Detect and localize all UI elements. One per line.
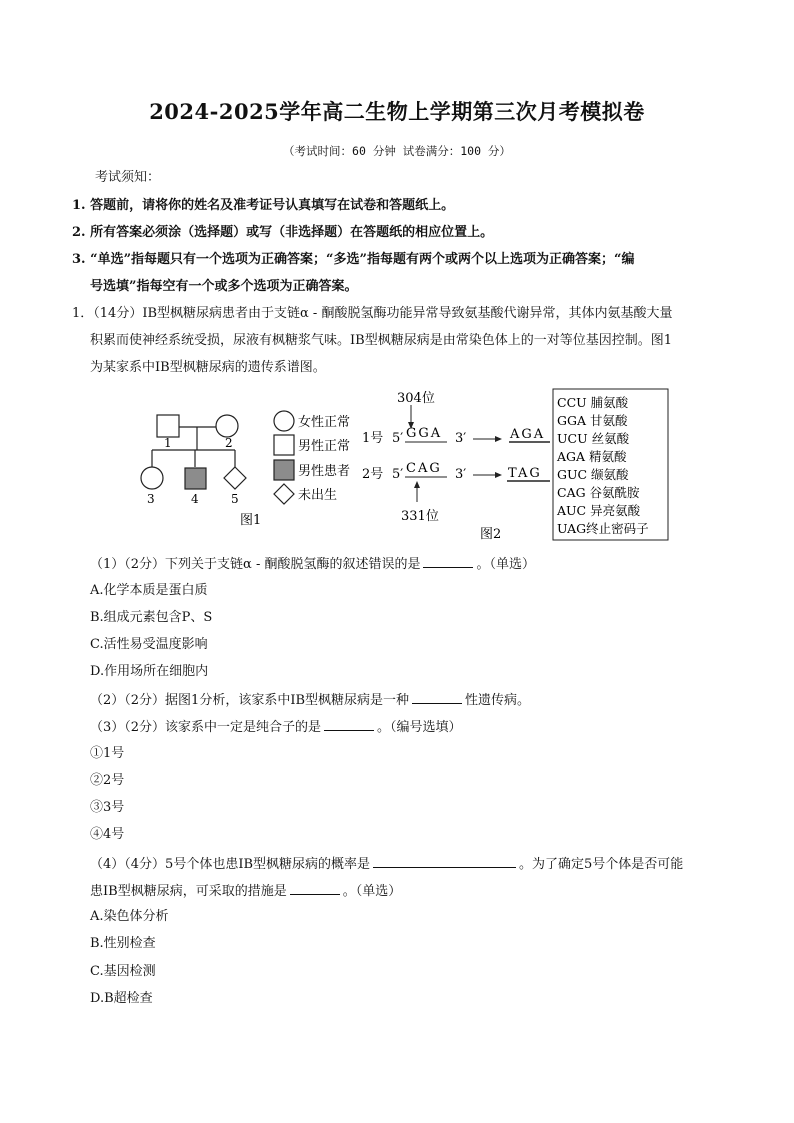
option-b: B.组成元素包含P、S: [90, 610, 213, 625]
option-b: B.性别检查: [90, 936, 156, 951]
codon-row: UCU 丝氨酸: [557, 431, 630, 446]
pedigree-chart: [141, 415, 246, 489]
answer-blank[interactable]: [324, 716, 374, 731]
legend-male-normal: 男性正常: [298, 439, 351, 454]
pedigree-label-2: 2: [225, 436, 233, 450]
pedigree-label-1: 1: [164, 436, 172, 450]
figure-area: [140, 385, 680, 545]
legend-square-icon: [274, 435, 294, 455]
answer-blank[interactable]: [373, 853, 516, 868]
notice-item-3-cont: 号选填”指每空有一个或多个选项为正确答案。: [90, 279, 358, 294]
pedigree-unborn-5: [224, 467, 246, 489]
answer-blank[interactable]: [412, 689, 462, 704]
pedigree-female-normal-2: [216, 415, 238, 437]
row2-arrow-icon: [495, 472, 502, 478]
legend-female-normal: 女性正常: [298, 415, 351, 430]
option-d: D.B超检查: [90, 991, 153, 1006]
row2-result: TAG: [508, 466, 542, 481]
codon-row: GGA 甘氨酸: [557, 413, 628, 428]
row1-result: AGA: [510, 427, 546, 442]
row2-seq: CAG: [406, 461, 442, 476]
question-stem-line-2: 积累而使神经系统受损，尿液有枫糖浆气味。IB型枫糖尿病是由常染色体上的一对等位基因控制。图1: [90, 333, 672, 348]
codon-row: AUC 异亮氨酸: [557, 503, 641, 518]
notice-heading: 考试须知：: [95, 170, 161, 185]
option-a: A.化学本质是蛋白质: [90, 583, 208, 598]
row2-3prime: 3′: [455, 467, 467, 482]
pedigree-label-5: 5: [231, 492, 239, 506]
legend-unborn: 未出生: [298, 488, 338, 503]
answer-blank[interactable]: [290, 880, 340, 895]
notice-item-2: 2. 所有答案必须涂（选择题）或写（非选择题）在答题纸的相应位置上。: [72, 225, 494, 240]
notice-item-1: 1. 答题前，请将你的姓名及准考证号认真填写在试卷和答题纸上。: [72, 198, 455, 213]
answer-blank[interactable]: [423, 553, 473, 568]
pedigree-legend: [274, 411, 294, 504]
subquestion-1: （1）（2分）下列关于支链α - 酮酸脱氢酶的叙述错误的是 。（单选）: [90, 553, 535, 575]
figure1-caption: 图1: [240, 513, 262, 528]
option-1: ①1号: [90, 746, 125, 761]
option-c: C.活性易受温度影响: [90, 637, 208, 652]
legend-circle-icon: [274, 411, 294, 431]
pedigree-label-3: 3: [147, 492, 155, 506]
row2-5prime: 5′: [392, 467, 404, 482]
row2-label: 2号: [362, 467, 384, 482]
codon-row: GUC 缬氨酸: [557, 467, 629, 482]
position-304: 304位: [397, 391, 435, 406]
legend-filled-square-icon: [274, 460, 294, 480]
row1-5prime: 5′: [392, 431, 404, 446]
codon-row: AGA 精氨酸: [557, 449, 627, 464]
row1-label: 1号: [362, 431, 384, 446]
legend-male-affected: 男性患者: [298, 464, 351, 479]
row1-3prime: 3′: [455, 431, 467, 446]
option-c: C.基因检测: [90, 964, 156, 979]
pedigree-male-normal-1: [157, 415, 179, 437]
pedigree-male-affected-4: [185, 468, 206, 489]
figure2-caption: 图2: [480, 527, 502, 542]
codon-row: CCU 脯氨酸: [557, 395, 629, 410]
notice-item-3: 3. “单选”指每题只有一个选项为正确答案；“多选”指每题有两个或两个以上选项为正确答案；“编: [72, 252, 635, 267]
pedigree-female-normal-3: [141, 467, 163, 489]
page-title: 2024-2025学年高二生物上学期第三次月考模拟卷: [149, 99, 645, 124]
row1-arrow-icon: [495, 436, 502, 442]
subquestion-3: （3）（2分）该家系中一定是纯合子的是 。（编号选填）: [90, 716, 462, 738]
subquestion-4-cont: 患IB型枫糖尿病，可采取的措施是 。（单选）: [90, 880, 401, 902]
option-2: ②2号: [90, 773, 125, 788]
exam-info: （考试时间：60 分钟 试卷满分：100 分）: [283, 144, 511, 158]
option-a: A.染色体分析: [90, 909, 169, 924]
option-d: D.作用场所在细胞内: [90, 664, 209, 679]
subquestion-2: （2）（2分）据图1分析，该家系中IB型枫糖尿病是一种 性遗传病。: [90, 689, 530, 711]
option-3: ③3号: [90, 800, 125, 815]
question-stem-line-3: 为某家系中IB型枫糖尿病的遗传系谱图。: [90, 360, 326, 375]
row1-seq: GGA: [406, 426, 443, 441]
question-stem-line-1: 1．（14分）IB型枫糖尿病患者由于支链α - 酮酸脱氢酶功能异常导致氨基酸代谢异常，其体内氨基酸大量: [72, 306, 673, 321]
codon-row: UAG终止密码子: [557, 521, 649, 536]
pedigree-label-4: 4: [191, 492, 199, 506]
option-4: ④4号: [90, 827, 125, 842]
codon-row: CAG 谷氨酰胺: [557, 485, 640, 500]
legend-diamond-icon: [274, 484, 294, 504]
position-331: 331位: [401, 509, 439, 524]
subquestion-4: （4）（4分）5号个体也患IB型枫糖尿病的概率是 。为了确定5号个体是否可能: [90, 853, 683, 875]
